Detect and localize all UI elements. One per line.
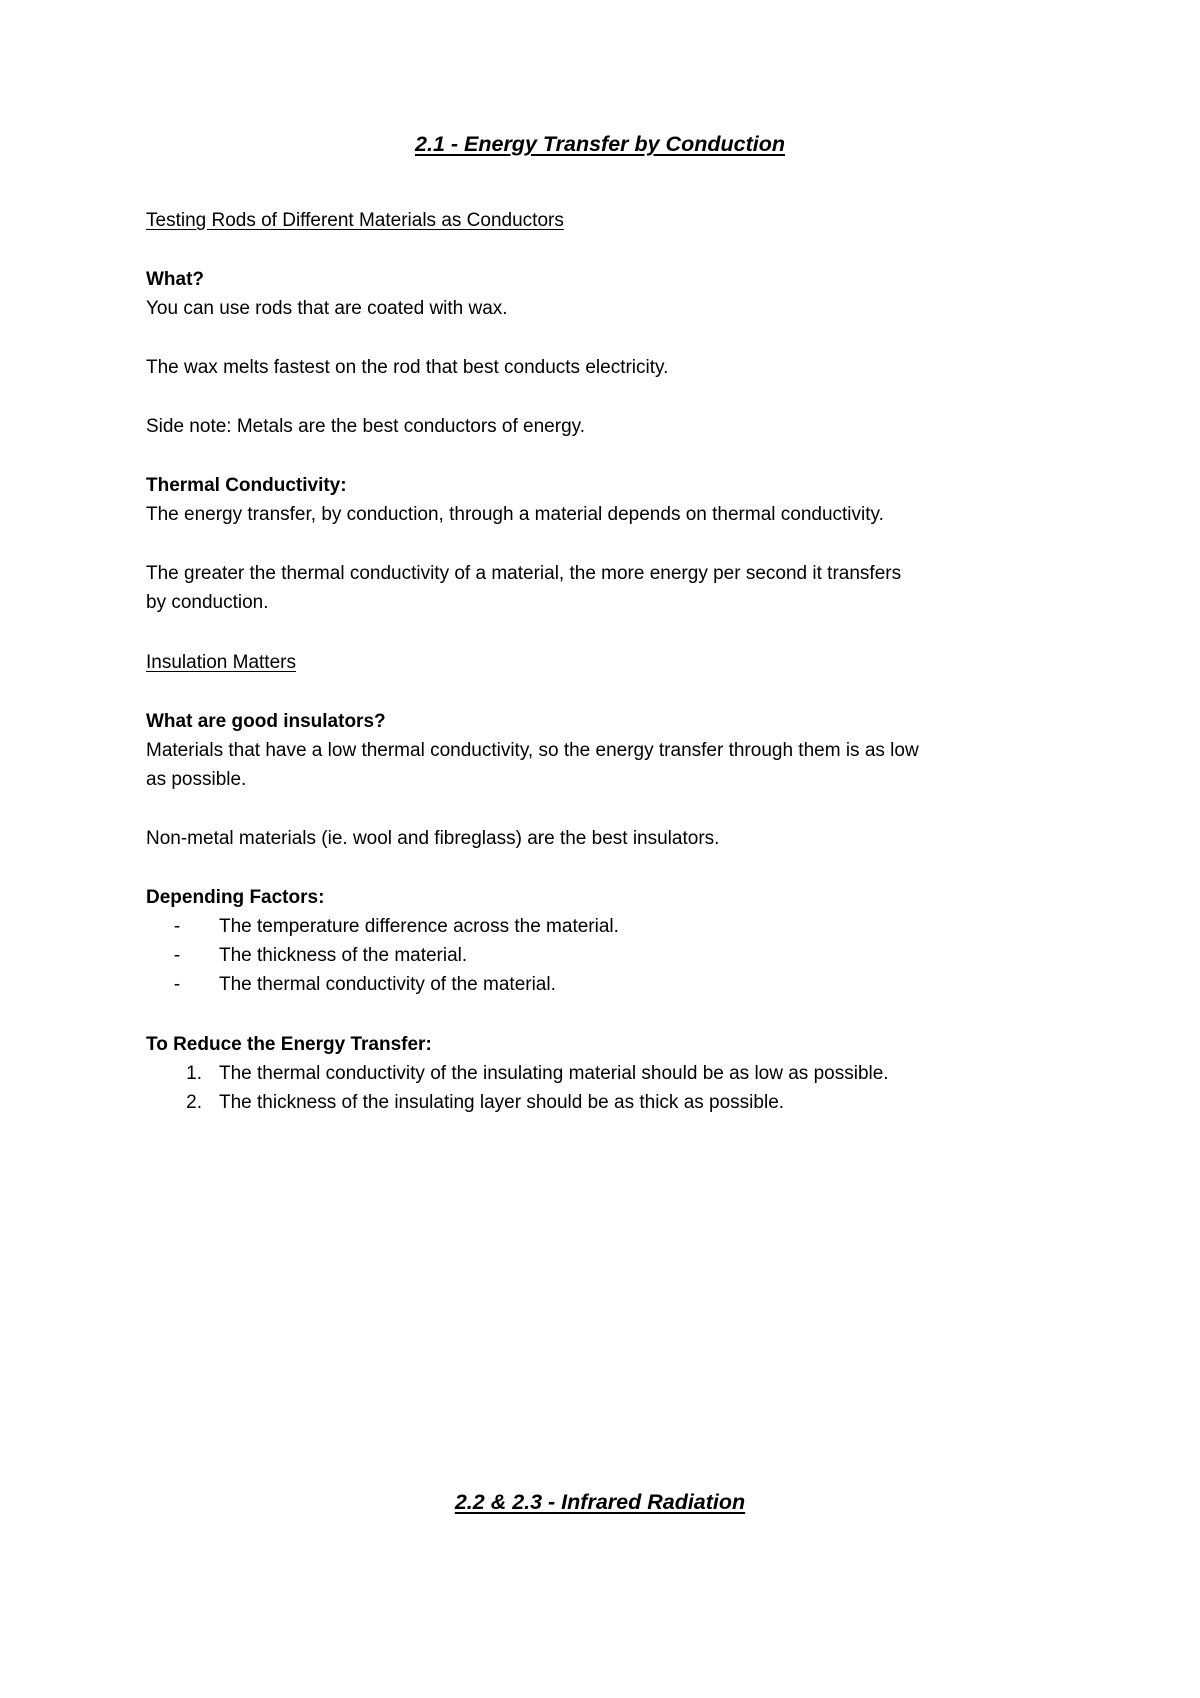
list-item: The thickness of the material. <box>219 945 468 966</box>
list-item: The thermal conductivity of the insulating material should be as low as possible. <box>219 1063 889 1084</box>
paragraph-low-conductivity-line-1: Materials that have a low thermal conductivity, so the energy transfer through them is as low <box>146 740 919 761</box>
list-item: The thermal conductivity of the material. <box>219 974 556 995</box>
heading-what: What? <box>146 269 205 290</box>
list-number: 1. <box>186 1063 202 1084</box>
paragraph-energy-transfer: The energy transfer, by conduction, through a material depends on thermal conductivity. <box>146 504 884 525</box>
heading-thermal-conductivity: Thermal Conductivity: <box>146 475 347 496</box>
list-item: The temperature difference across the material. <box>219 916 619 937</box>
paragraph-side-note: Side note: Metals are the best conductors of energy. <box>146 416 586 437</box>
list-bullet: - <box>173 916 181 937</box>
paragraph-low-conductivity-line-2: as possible. <box>146 769 247 790</box>
heading-reduce-energy-transfer: To Reduce the Energy Transfer: <box>146 1034 432 1055</box>
list-bullet: - <box>173 974 181 995</box>
paragraph-rods-wax: You can use rods that are coated with wax. <box>146 298 508 319</box>
section-title-infrared: 2.2 & 2.3 - Infrared Radiation <box>454 1490 746 1514</box>
heading-good-insulators: What are good insulators? <box>146 711 386 732</box>
paragraph-non-metal: Non-metal materials (ie. wool and fibreglass) are the best insulators. <box>146 828 720 849</box>
subheading-testing-rods: Testing Rods of Different Materials as Conductors <box>146 210 564 231</box>
list-bullet: - <box>173 945 181 966</box>
paragraph-wax-melts: The wax melts fastest on the rod that best conducts electricity. <box>146 357 669 378</box>
list-item: The thickness of the insulating layer should be as thick as possible. <box>219 1092 785 1113</box>
paragraph-greater-conductivity-line-1: The greater the thermal conductivity of a material, the more energy per second it transfers <box>146 563 902 584</box>
section-title-conduction: 2.1 - Energy Transfer by Conduction <box>415 132 785 156</box>
subheading-insulation-matters: Insulation Matters <box>146 652 296 673</box>
list-number: 2. <box>186 1092 202 1113</box>
heading-depending-factors: Depending Factors: <box>146 887 325 908</box>
paragraph-greater-conductivity-line-2: by conduction. <box>146 592 269 613</box>
